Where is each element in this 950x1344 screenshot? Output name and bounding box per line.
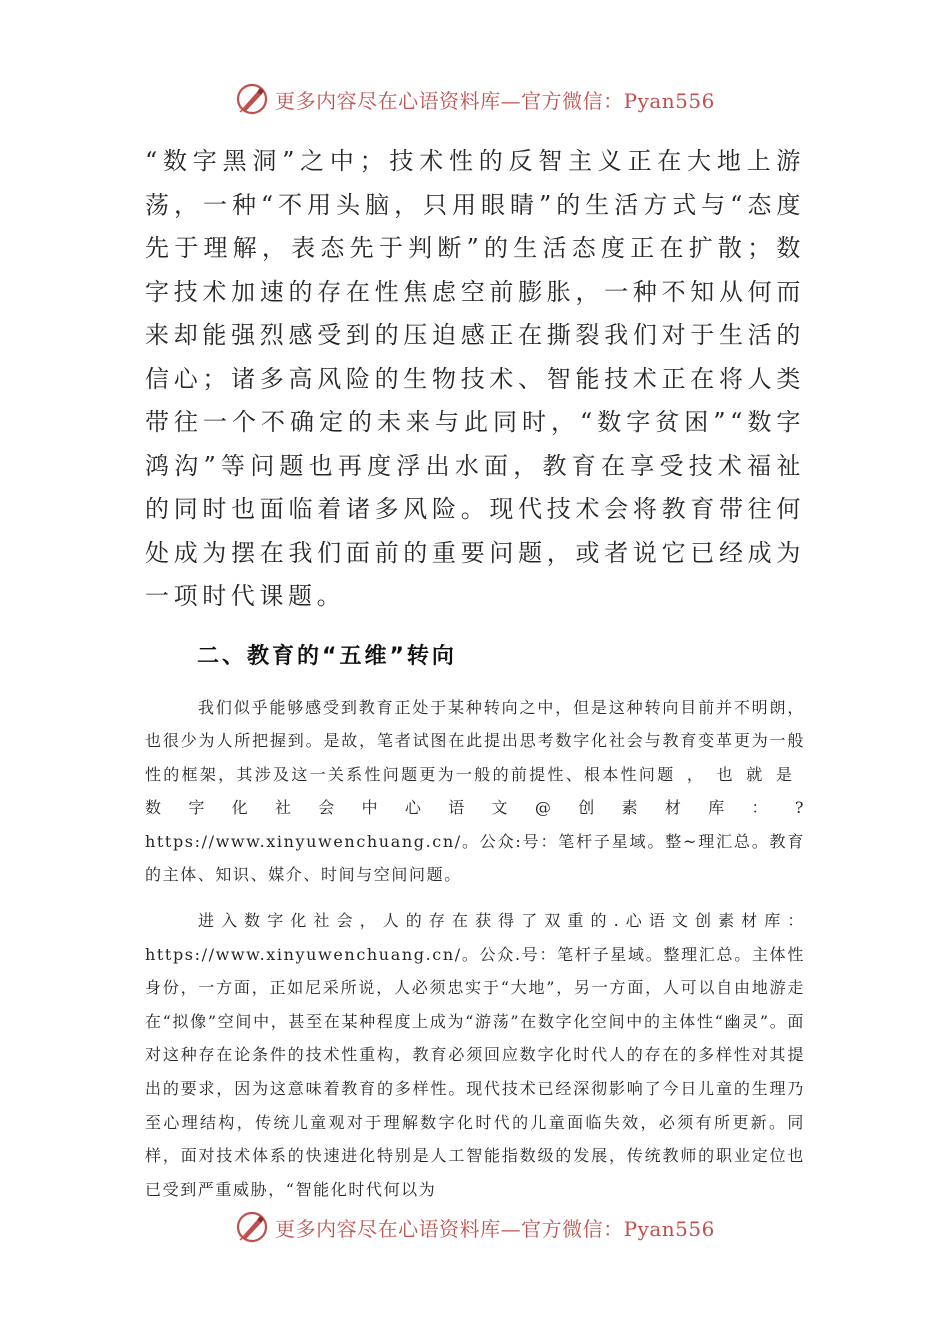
paragraph-subject: 进入数字化社会，人的存在获得了双重的.心语文创素材库：https://www.xinyuwenchuang.cn/。公众.号：笔杆子星域。整理汇总。主体性身份，一方面，正如尼采所说，人必须忠实于“大地”，另一方面，人可以自由地游走在“拟像”空间中，甚至在某种程度上成为“游荡”在数字化空间中的主体性“幽灵”。面对这种存在论条件的技术性重构，教育必须回应数字化时代人的存在的多样性对其提出的要求，因为这意味着教育的多样性。现代技术已经深彻影响了今日儿童的生理乃至心理结构，传统儿童观对于理解数字化时代的儿童面临失效，必须有所更新。同样，面对技术体系的快速进化特别是人工智能指数级的发展，传统教师的职业定位也已受到严重威胁，“智能化时代何以为 — [145, 911, 805, 1199]
paragraph-framework — [145, 691, 805, 893]
paragraph-framework-link: ?https://www.xinyuwenchuang.cn/。公众:号：笔杆子星域。整~理汇总。教育的主体、知识、媒介、时间与空间问题。 — [145, 798, 805, 885]
paragraph-framework-spread: 题，也就是数字化社会中心语文@创素材库： — [145, 764, 805, 818]
paragraph-intro: “数字黑洞”之中；技术性的反智主义正在大地上游荡，一种“不用头脑，只用眼睛”的生活方式与“态度先于理解，表态先于判断”的生活态度正在扩散；数字技术加速的存在性焦虑空前膨胀，一种不知从何而来却能强烈感受到的压迫感正在撕裂我们对于生活的信心；诸多高风险的生物技术、智能技术正在将人类带往一个不确定的未来与此同时，“数字贫困”“数字鸿沟”等问题也再度浮出水面，教育在享受技术福祉的同时也面临着诸多风险。现代技术会将教育带往何处成为摆在我们面前的重要问题，或者说它已经成为一项时代课题。 — [145, 147, 805, 610]
footer-watermark-banner — [0, 1210, 950, 1250]
pen-logo-icon — [235, 82, 269, 116]
section-heading: 二、教育的“五维”转向 — [197, 643, 457, 669]
watermark-text: 更多内容尽在心语资料库—官方微信：Pyan556 — [275, 1216, 715, 1241]
pen-logo-icon — [235, 1210, 269, 1244]
paragraph-framework-text: 我们似乎能够感受到教育正处于某种转向之中，但是这种转向目前并不明朗，也很少为人所把握到。是故，笔者试图在此提出思考数字化社会与教育变革更为一般性的框架，其涉及这一关系性问题更为一般的前提性、根本性问 — [145, 697, 805, 784]
watermark-text: 更多内容尽在心语资料库—官方微信：Pyan556 — [275, 88, 715, 113]
header-watermark-banner — [0, 82, 950, 122]
document-body — [145, 140, 805, 1218]
